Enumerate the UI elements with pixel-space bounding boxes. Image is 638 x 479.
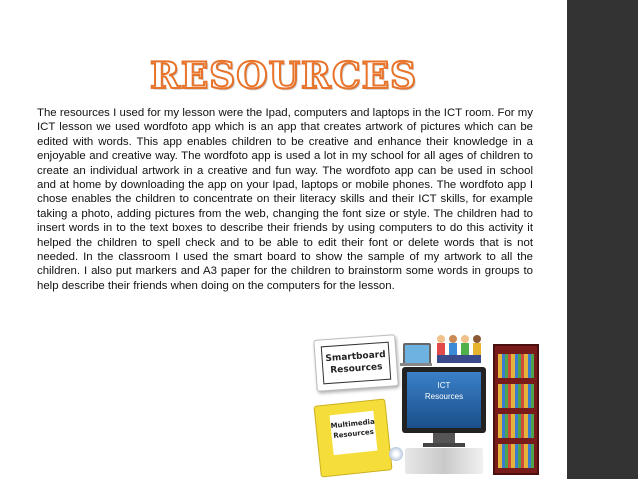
- monitor-foot: [423, 443, 465, 447]
- multimedia-resources-card: [313, 398, 392, 477]
- multimedia-card-line1: Multimedia: [330, 417, 376, 431]
- monitor-stand: [433, 433, 455, 443]
- smartboard-card-line2: Resources: [330, 362, 383, 376]
- children-clipart-icon: [433, 332, 483, 366]
- shelf-books: [498, 384, 534, 408]
- laptop-base: [400, 363, 432, 366]
- body-paragraph: The resources I used for my lesson were the Ipad, computers and laptops in the ICT room. For my ICT lesson we used wordfoto app which is an app that creates artwork of pictures which can be edited with words. This app enables children to be creative and enhance their knowledge in a enjoyable and creative way. The wordfoto app is used a lot in my school for all ages of children to create an individual artwork in a creative and fun way. The wordfoto app can be used in school and at home by downloading the app on your Ipad, laptops or mobile phones. The wordfoto app I chose enables the children to concentrate on their literacy skills and their ICT skills, for example taking a photo, adding pictures from the web, changing the font size or style. The children had to insert words in to the text boxes to describe their friends by using computers to do this activity it helped the children to spell check and to be able to edit their font or delete words that is not needed. In the classroom I used the smart board to show the sample of my artwork to all the children. I also put markers and A3 paper for the children to brainstorm some words in groups to help describe their friends when doing on the computers for the lesson.: [37, 107, 533, 292]
- shelf-books: [498, 414, 534, 438]
- laptop-icon: [403, 343, 431, 365]
- ict-screen-line2: Resources: [424, 392, 464, 401]
- resources-collage-image: [305, 330, 550, 479]
- slide-title: RESOURCES: [149, 55, 418, 97]
- desk-props: [405, 448, 483, 474]
- ict-monitor: [402, 367, 486, 433]
- multimedia-card-line2: Resources: [332, 427, 375, 441]
- shelf-books: [498, 354, 534, 378]
- smartboard-card-line1: Smartboard: [325, 349, 386, 365]
- ict-screen-line1: ICT: [437, 381, 451, 390]
- cd-icon: [389, 447, 403, 461]
- bookshelf-icon: [493, 344, 539, 475]
- smartboard-resources-card: [313, 334, 398, 392]
- shelf-books: [498, 444, 534, 468]
- right-decorative-stripe: [567, 0, 638, 479]
